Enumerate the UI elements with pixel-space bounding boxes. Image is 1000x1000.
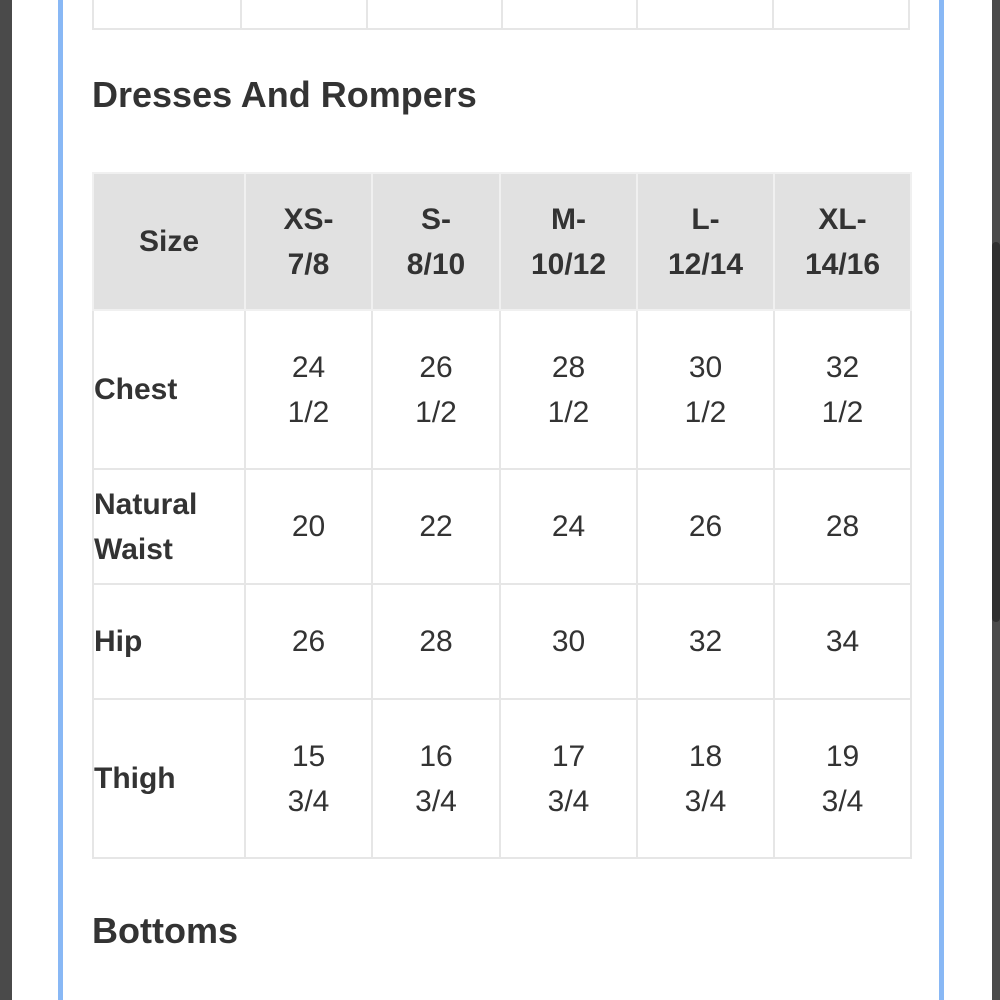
table-row-thigh	[93, 699, 911, 858]
section-title-dresses-and-rompers: Dresses And Rompers	[92, 74, 477, 115]
table-cell: 32 1/2	[774, 310, 911, 469]
table-cell	[637, 0, 772, 29]
table-cell: 28	[774, 469, 911, 584]
table-header-row	[93, 173, 911, 310]
header-size-xl: XL- 14/16	[774, 173, 911, 310]
table-row-hip	[93, 584, 911, 699]
table-cell: 34	[774, 584, 911, 699]
scrollbar-thumb[interactable]	[992, 242, 1000, 622]
row-label-hip: Hip	[93, 584, 245, 699]
table-row-chest	[93, 310, 911, 469]
table-cell: 28	[372, 584, 500, 699]
table-row-natural-waist	[93, 469, 911, 584]
table-cell: 24 1/2	[245, 310, 372, 469]
table-cell: 26	[245, 584, 372, 699]
header-size-label: Size	[93, 173, 245, 310]
header-size-xs: XS- 7/8	[245, 173, 372, 310]
table-cell: 26	[637, 469, 774, 584]
section-title-bottoms: Bottoms	[92, 910, 238, 951]
table-cell: 15 3/4	[245, 699, 372, 858]
row-label-natural-waist: Natural Waist	[93, 469, 245, 584]
table-cell	[773, 0, 909, 29]
dresses-size-table	[92, 172, 912, 859]
table-cell: 22	[372, 469, 500, 584]
table-cell: 17 3/4	[500, 699, 637, 858]
header-size-l: L- 12/14	[637, 173, 774, 310]
table-cell	[241, 0, 366, 29]
table-cell: 20	[245, 469, 372, 584]
table-cell	[93, 0, 241, 29]
table-cell: 28 1/2	[500, 310, 637, 469]
table-cell: 32	[637, 584, 774, 699]
header-size-s: S- 8/10	[372, 173, 500, 310]
table-cell	[367, 0, 502, 29]
table-cell: 16 3/4	[372, 699, 500, 858]
row-label-chest: Chest	[93, 310, 245, 469]
table-cell	[502, 0, 637, 29]
table-cell: 26 1/2	[372, 310, 500, 469]
header-size-m: M- 10/12	[500, 173, 637, 310]
table-cell: 24	[500, 469, 637, 584]
table-cell: 30	[500, 584, 637, 699]
row-label-thigh: Thigh	[93, 699, 245, 858]
table-cell: 30 1/2	[637, 310, 774, 469]
previous-table-bottom-edge	[92, 0, 910, 30]
table-cell: 18 3/4	[637, 699, 774, 858]
device-bezel-left	[0, 0, 12, 1000]
table-cell: 19 3/4	[774, 699, 911, 858]
